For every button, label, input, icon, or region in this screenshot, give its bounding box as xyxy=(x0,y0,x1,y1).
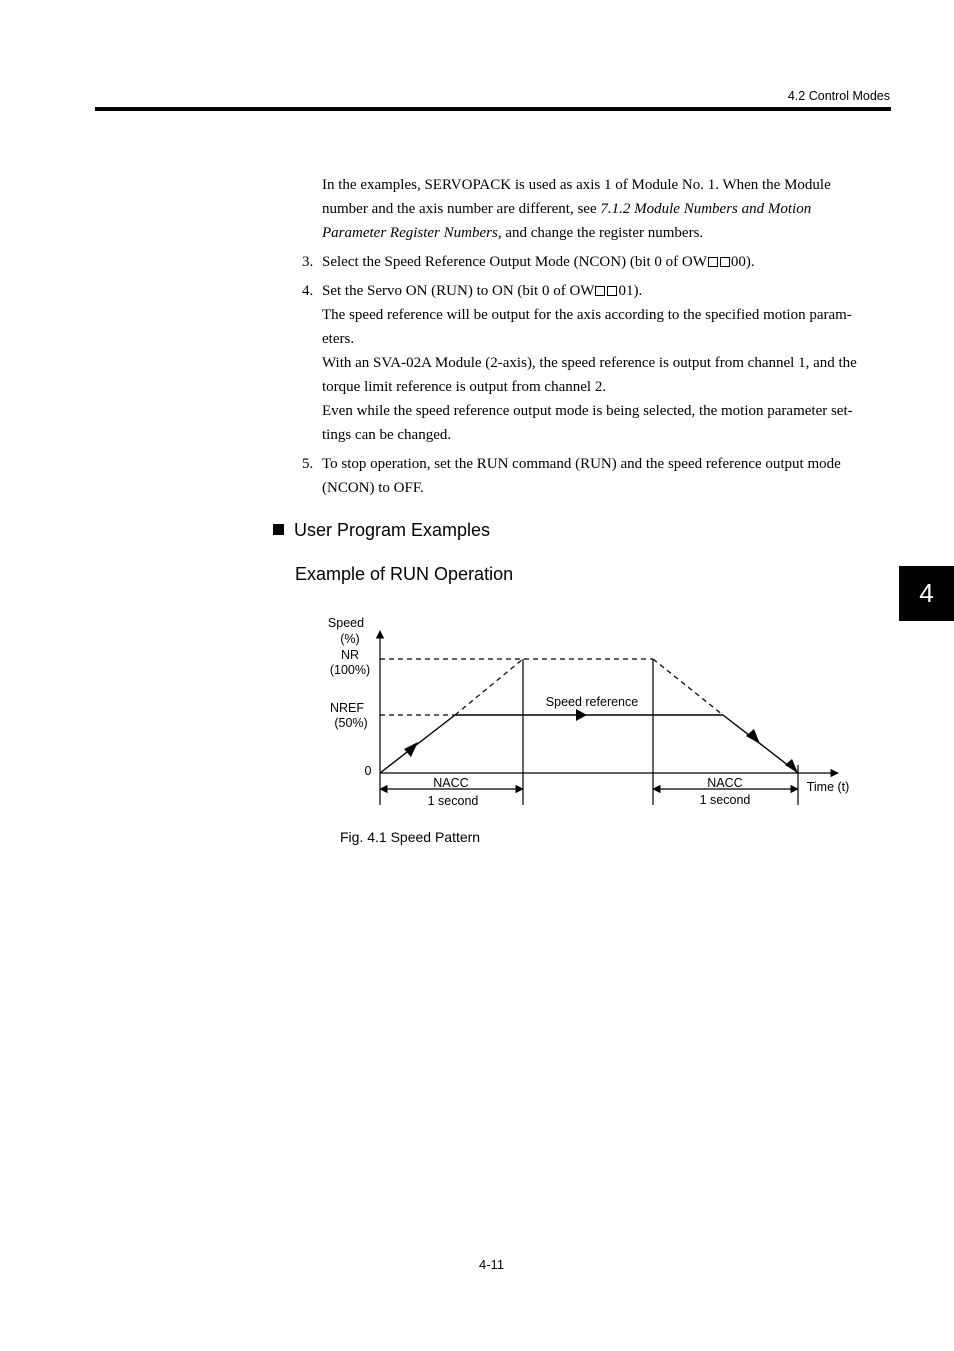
zero-label: 0 xyxy=(364,764,372,778)
nacc-label: NACC xyxy=(433,776,469,790)
running-header: 4.2 Control Modes xyxy=(787,89,890,103)
step-4-line-3: With an SVA-02A Module (2-axis), the speed reference is output from channel 1, and the xyxy=(322,355,857,371)
step-3-text: Select the Speed Reference Output Mode (NCON) (bit 0 of OW 00). xyxy=(322,254,755,270)
figure-caption: Fig. 4.1 Speed Pattern xyxy=(340,829,481,845)
direction-arrowhead xyxy=(404,742,418,757)
nacc-label: NACC xyxy=(707,776,743,790)
intro-cross-reference-b: Parameter Register Numbers xyxy=(322,225,498,241)
nref-percent-label: (50%) xyxy=(334,716,368,730)
chapter-tab: 4 xyxy=(899,566,954,621)
nr-percent-label: (100%) xyxy=(329,663,371,677)
step-3-number: 3. xyxy=(302,254,314,270)
intro-line-1: In the examples, SERVOPACK is used as axis 1 of Module No. 1. When the Module xyxy=(322,177,831,193)
accel-dashed-line xyxy=(455,659,523,715)
direction-arrowhead xyxy=(746,729,760,744)
nr-label: NR xyxy=(340,648,360,662)
decel-dashed-line xyxy=(653,659,723,715)
nref-label: NREF xyxy=(329,701,365,715)
step-5-number: 5. xyxy=(302,456,314,472)
intro-line-2: number and the axis number are different, see 7.1.2 Module Numbers and Motion xyxy=(322,201,812,217)
section-heading: User Program Examples xyxy=(273,520,490,541)
step-5-line-1: To stop operation, set the RUN command (RUN) and the speed reference output mode xyxy=(322,456,841,472)
step-4-line-1: The speed reference will be output for the axis according to the specified motion param- xyxy=(322,307,852,323)
subsection-heading: Example of RUN Operation xyxy=(295,564,514,584)
profile-accel xyxy=(380,715,455,773)
page-number: 4-11 xyxy=(479,1257,505,1272)
x-axis-label: Time (t) xyxy=(806,780,850,794)
step-4-text: Set the Servo ON (RUN) to ON (bit 0 of OW 01). xyxy=(322,283,643,299)
intro-cross-reference-a: 7.1.2 Module Numbers and Motion xyxy=(600,201,812,217)
y-axis-unit: (%) xyxy=(340,632,360,646)
direction-arrowhead xyxy=(576,709,587,721)
step-4-line-5: Even while the speed reference output mode is being selected, the motion parameter set- xyxy=(322,403,853,419)
duration-label: 1 second xyxy=(427,794,479,808)
step-4-line-2: eters. xyxy=(322,331,355,347)
intro-line-3: Parameter Register Numbers, and change the register numbers. xyxy=(322,225,704,241)
direction-arrowhead xyxy=(785,759,798,773)
speed-reference-label: Speed reference xyxy=(545,695,639,709)
step-4-number: 4. xyxy=(302,283,314,299)
step-4-line-4: torque limit reference is output from channel 2. xyxy=(322,379,607,395)
y-axis-label: Speed xyxy=(327,616,365,630)
step-5-line-2: (NCON) to OFF. xyxy=(322,480,424,496)
step-4-line-6: tings can be changed. xyxy=(322,427,452,443)
duration-label: 1 second xyxy=(699,793,751,807)
